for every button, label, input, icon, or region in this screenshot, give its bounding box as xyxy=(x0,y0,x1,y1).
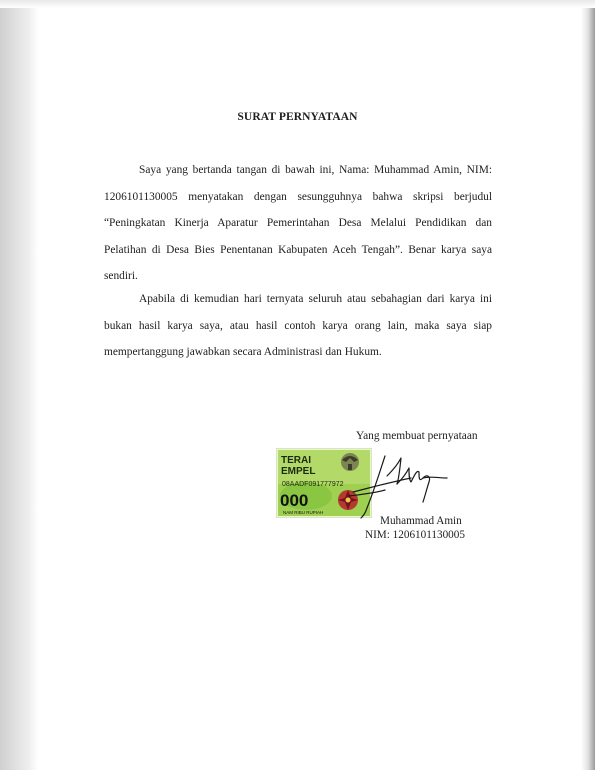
document-title: SURAT PERNYATAAN xyxy=(237,111,358,123)
scan-shadow-top xyxy=(0,0,595,8)
liability-paragraph: Apabila di kemudian hari ternyata seluruh atau sebahagian dari karya ini bukan hasil karya saya, atau hasil contoh karya orang lain, maka saya siap mempertanggung jawabkan secara Administrasi dan Hukum. xyxy=(104,293,492,358)
stamp-value: 000 xyxy=(280,491,309,510)
signatory-nim: NIM: 1206101130005 xyxy=(365,529,465,541)
stamp-title-2: EMPEL xyxy=(281,466,316,477)
stamp-title-1: TERAI xyxy=(281,455,311,466)
stamp-serial: 08AADF091777972 xyxy=(282,481,344,488)
signature-label: Yang membuat pernyataan xyxy=(356,430,478,442)
handwritten-signature xyxy=(345,448,455,520)
signatory-name: Muhammad Amin xyxy=(380,515,462,527)
statement-paragraph: Saya yang bertanda tangan di bawah ini, Nama: Muhammad Amin, NIM: 1206101130005 menyatakan dengan sesungguhnya bahwa skripsi berjudul “Peningkatan Kinerja Aparatur Pemerintahan Desa Melalui Pendidikan dan Pelatihan di Desa Bies Penentanan Kabupaten Aceh Tengah”. Benar karya saya sendiri. xyxy=(104,164,492,282)
stamp-footer: NAM RIBU RUPIAH xyxy=(283,510,324,515)
